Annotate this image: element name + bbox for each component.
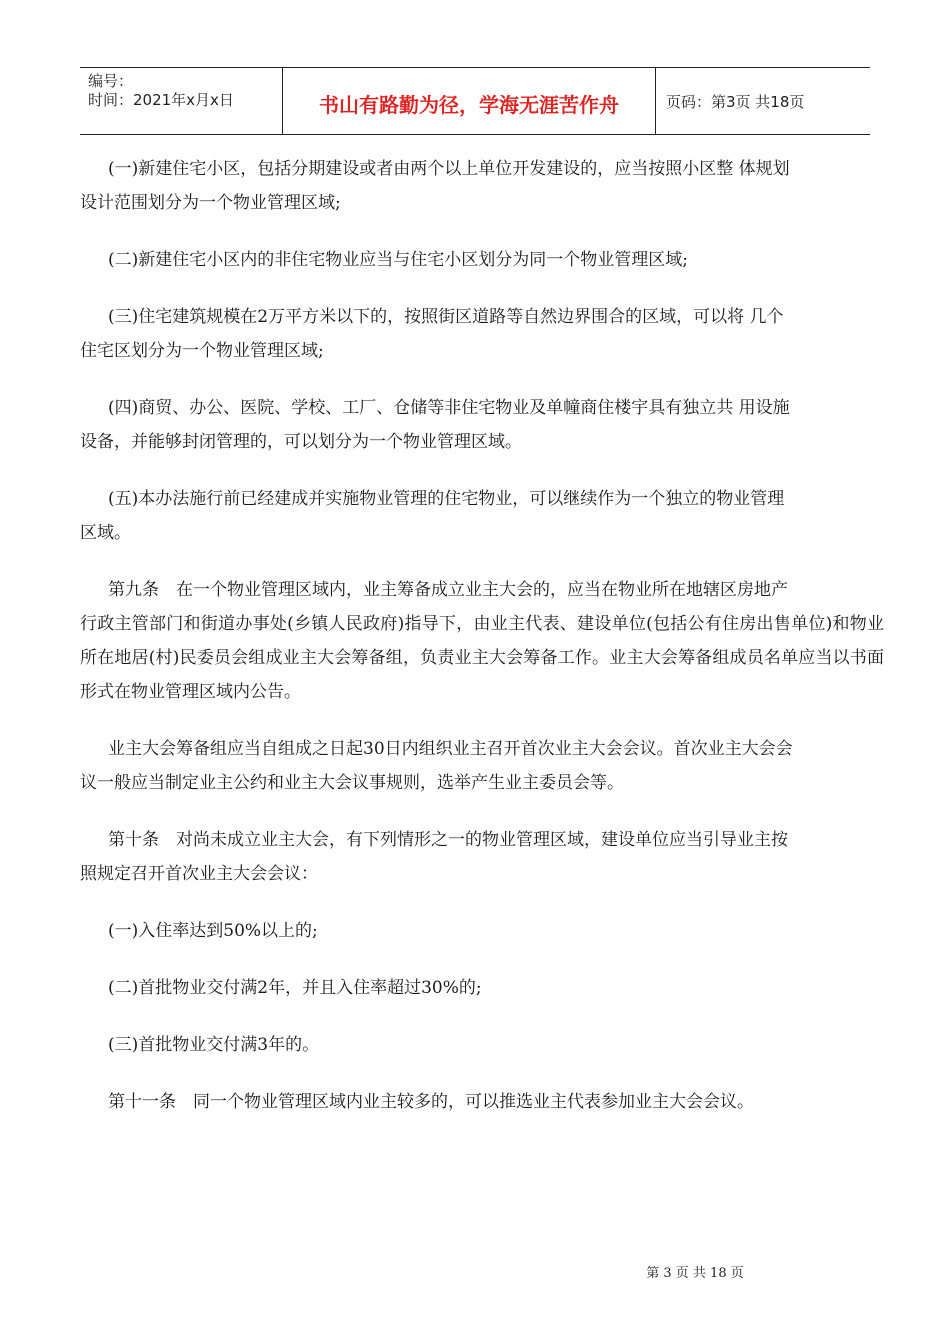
paragraph-article-9 xyxy=(80,573,884,709)
paragraph-article-10 xyxy=(80,823,884,891)
page-footer: 第 3 页 共 18 页 xyxy=(646,1266,744,1281)
paragraph-line: (一)新建住宅小区，包括分期建设或者由两个以上单位开发建设的，应当按照小区整 体规划 xyxy=(108,159,790,179)
paragraph-3 xyxy=(80,300,884,368)
paragraph-continuation: 照规定召开首次业主大会会议： xyxy=(80,864,318,884)
paragraph-line: (二)首批物业交付满2年，并且入住率超过30%的; xyxy=(108,978,482,998)
paragraph-line: 业主大会筹备组应当自组成之日起30日内组织业主召开首次业主大会会议。首次业主大会会 xyxy=(108,739,793,759)
paragraph-continuation: 住宅区划分为一个物业管理区域; xyxy=(80,341,324,361)
paragraph-continuation: 设计范围划分为一个物业管理区域; xyxy=(80,193,341,213)
paragraph-10 xyxy=(108,971,884,1005)
header-motto: 书山有路勤为径，学海无涯苦作舟 xyxy=(282,68,656,134)
serial-label: 编号： xyxy=(88,72,134,90)
paragraph-line: 第九条 在一个物业管理区域内，业主筹备成立业主大会的，应当在物业所在地辖区房地产 xyxy=(108,580,788,600)
date-label: 时间：2021年x月x日 xyxy=(88,91,234,109)
document-body xyxy=(80,152,884,1142)
page-header xyxy=(80,67,870,135)
paragraph-line: (二)新建住宅小区内的非住宅物业应当与住宅小区划分为同一个物业管理区域; xyxy=(108,250,688,270)
paragraph-continuation: 行政主管部门和街道办事处(乡镇人民政府)指导下，由业主代表、建设单位(包括公有住房出售单位)和物业所在地居(村)民委员会组成业主大会筹备组，负责业主大会筹备工作。业主大会筹备组成员名单应当以书面形式在物业管理区域内公告。 xyxy=(80,614,884,702)
paragraph-continuation: 议一般应当制定业主公约和业主大会议事规则，选举产生业主委员会等。 xyxy=(80,773,624,793)
paragraph-4 xyxy=(80,391,884,459)
paragraph-line: 第十条 对尚未成立业主大会，有下列情形之一的物业管理区域，建设单位应当引导业主按 xyxy=(108,830,788,850)
paragraph-7 xyxy=(80,732,884,800)
paragraph-line: (四)商贸、办公、医院、学校、工厂、仓储等非住宅物业及单幢商住楼宇具有独立共 用设施 xyxy=(108,398,790,418)
paragraph-11 xyxy=(108,1028,884,1062)
header-page-info: 页码：第3页 共18页 xyxy=(666,92,805,111)
paragraph-9 xyxy=(108,914,884,948)
paragraph-continuation: 设备，并能够封闭管理的，可以划分为一个物业管理区域。 xyxy=(80,432,522,452)
paragraph-2 xyxy=(108,243,884,277)
paragraph-article-11 xyxy=(108,1085,884,1119)
paragraph-line: (一)入住率达到50%以上的; xyxy=(108,921,318,941)
paragraph-line: (三)首批物业交付满3年的。 xyxy=(108,1035,320,1055)
paragraph-continuation: 区域。 xyxy=(80,523,131,543)
paragraph-line: 第十一条 同一个物业管理区域内业主较多的，可以推选业主代表参加业主大会会议。 xyxy=(108,1092,754,1112)
paragraph-5 xyxy=(80,482,884,550)
paragraph-1 xyxy=(80,152,884,220)
paragraph-line: (三)住宅建筑规模在2万平方米以下的，按照街区道路等自然边界围合的区域，可以将 几个 xyxy=(108,307,784,327)
paragraph-line: (五)本办法施行前已经建成并实施物业管理的住宅物业，可以继续作为一个独立的物业管理 xyxy=(108,489,785,509)
header-meta xyxy=(80,68,282,134)
